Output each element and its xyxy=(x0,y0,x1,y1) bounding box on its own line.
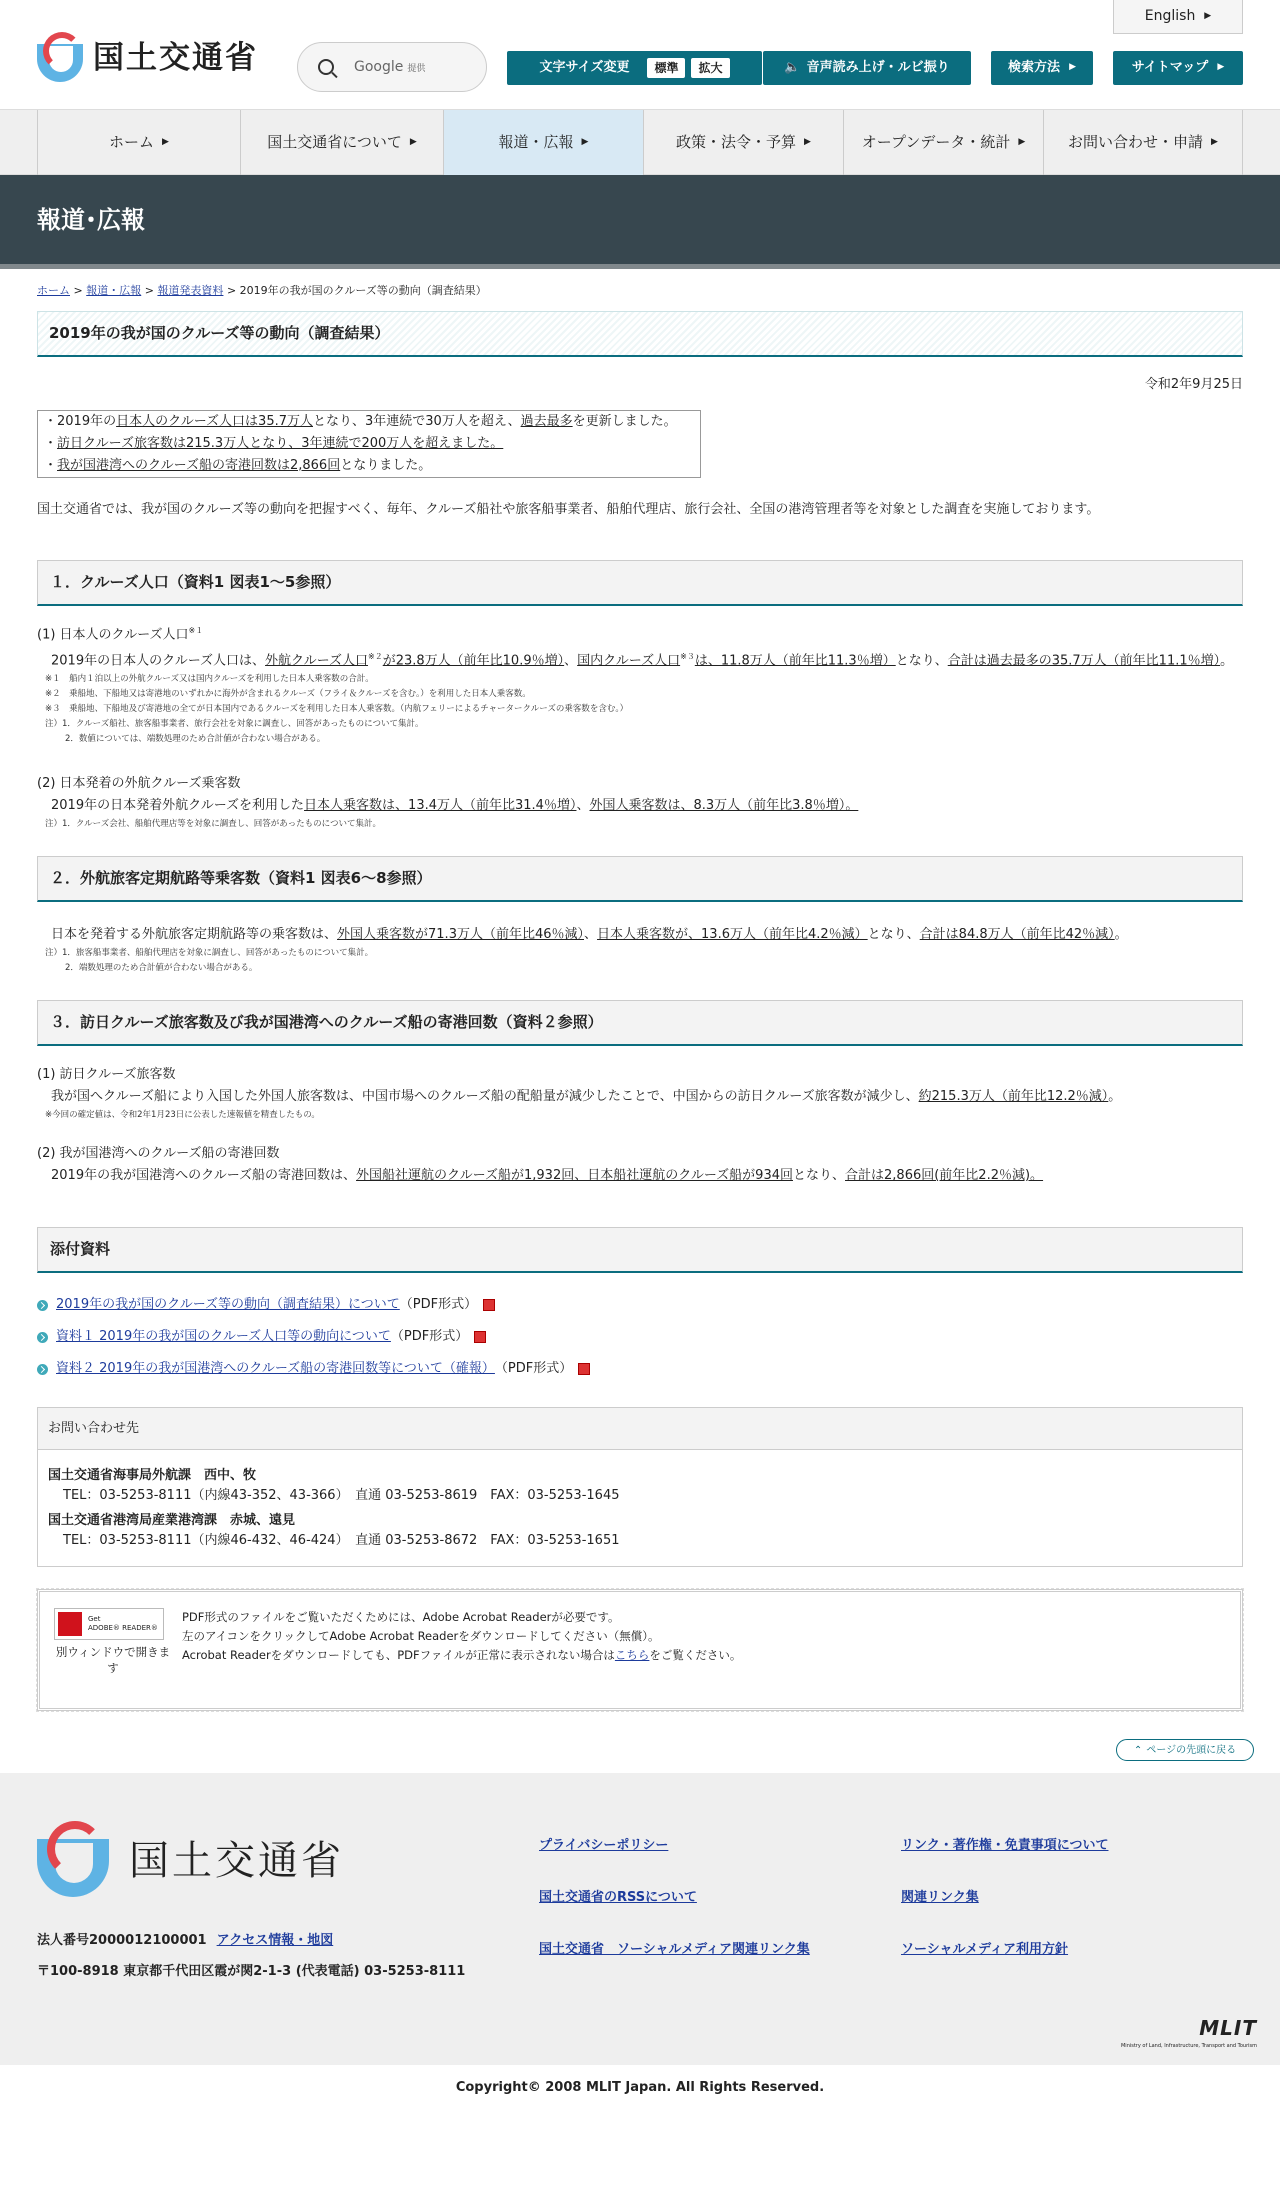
breadcrumb-releases[interactable]: 報道発表資料 xyxy=(157,284,224,297)
section-1-heading: １．クルーズ人口（資料1 図表1～5参照） xyxy=(37,560,1243,606)
contact-org: 国土交通省港湾局産業港湾課 赤城、遠見 xyxy=(48,1513,296,1529)
footnotes: 注）1．旅客船事業者、船舶代理店を対象に調査し、回答があったものについて集計。 2．端数処理のため合計値が合わない場合がある。 xyxy=(45,948,374,974)
attachment-link[interactable]: 2019年の我が国のクルーズ等の動向（調査結果）について xyxy=(56,1297,400,1313)
contact-org: 国土交通省海事局外航課 西中、牧 xyxy=(48,1468,257,1484)
footnotes: 注）1．クルーズ会社、船舶代理店等を対象に調査し、回答があったものについて集計。 xyxy=(45,819,381,830)
section-3-1: (1) 訪日クルーズ旅客数 我が国へクルーズ船により入国した外国人旅客数は、中国市場へのクルーズ船の配船量が減少したことで、中国からの訪日クルーズ旅客数が減少し、約215.3万人（前年比12.2％減）。 ※今回の確定値は、令和2年1月23日に公表した速報値を精査したもの。 xyxy=(37,1064,1243,1123)
get-adobe-reader-button[interactable]: Get ADOBE® READER® xyxy=(54,1608,164,1640)
triangle-right-icon: ▶ xyxy=(1211,136,1218,147)
footer-link-copyright[interactable]: リンク・著作権・免責事項について xyxy=(901,1838,1109,1854)
english-button[interactable]: English ▶ xyxy=(1113,0,1243,34)
summary-box: ・2019年の日本人のクルーズ人口は35.7万人となり、3年連続で30万人を超え、過去最多を更新しました。 ・訪日クルーズ旅客数は215.3万人となり、3年連続で200万人を超えました。 ・我が国港湾へのクルーズ船の寄港回数は2,866回となりました。 xyxy=(37,410,701,478)
attachment-item: 資料１ 2019年の我が国のクルーズ人口等の動向について （PDF形式） xyxy=(37,1321,1243,1353)
nav-opendata[interactable]: オープンデータ・統計 ▶ xyxy=(843,110,1043,175)
font-size-switcher xyxy=(507,51,762,85)
google-label: Google xyxy=(354,58,404,75)
nav-about[interactable]: 国土交通省について ▶ xyxy=(240,110,443,175)
search-icon[interactable] xyxy=(318,59,334,75)
attachment-link[interactable]: 資料１ 2019年の我が国のクルーズ人口等の動向について xyxy=(56,1329,391,1345)
footer-link-related[interactable]: 関連リンク集 xyxy=(901,1890,979,1906)
address: 〒100-8918 東京都千代田区霞が関2-1-3 (代表電話) 03-5253-8111 xyxy=(37,1964,466,1980)
search-input[interactable] xyxy=(297,42,487,92)
section-title: 報道･広報 xyxy=(37,205,145,234)
breadcrumb: ホーム > 報道・広報 > 報道発表資料 > 2019年の我が国のクルーズ等の動向（調査結果） xyxy=(37,284,487,297)
footer-link-social-policy[interactable]: ソーシャルメディア利用方針 xyxy=(901,1942,1069,1958)
nav-contact[interactable]: お問い合わせ・申請 ▶ xyxy=(1043,110,1243,175)
sitemap-button[interactable]: サイトマップ ▶ xyxy=(1113,51,1243,85)
contact-box xyxy=(37,1407,1243,1567)
nav-press[interactable]: 報道・広報 ▶ xyxy=(443,110,643,175)
intro-text: 国土交通省では、我が国のクルーズ等の動向を把握すべく、毎年、クルーズ船社や旅客船事業者、船舶代理店、旅行会社、全国の港湾管理者等を対象とした調査を実施しております。 xyxy=(37,502,1100,517)
section-2-heading: ２．外航旅客定期航路等乗客数（資料1 図表6～8参照） xyxy=(37,856,1243,902)
breadcrumb-home[interactable]: ホーム xyxy=(37,284,70,297)
section-2-body: 日本を発着する外航旅客定期航路等の乗客数は、外国人乗客数が71.3万人（前年比46％減）、日本人乗客数が、13.6万人（前年比4.2％減）となり、合計は84.8万人（前年比42％減）。 注）1．旅客船事業者、船舶代理店を対象に調査し、回答があったものについて集計。 2．端数処理のため合計値が合わない場合がある。 xyxy=(37,924,1243,976)
section-3-2: (2) 我が国港湾へのクルーズ船の寄港回数 2019年の我が国港湾へのクルーズ船の寄港回数は、外国船社運航のクルーズ船が1,932回、日本船社運航のクルーズ船が934回となり、合計は2,866回(前年比2.2％減)。 xyxy=(37,1146,1044,1184)
footer-link-social[interactable]: 国土交通省 ソーシャルメディア関連リンク集 xyxy=(539,1942,810,1958)
adobe-icon xyxy=(58,1612,82,1636)
font-size-label: 文字サイズ変更 xyxy=(539,60,630,76)
search-method-button[interactable]: 検索方法 ▶ xyxy=(991,51,1093,85)
triangle-right-icon: ▶ xyxy=(409,136,417,147)
triangle-right-icon: ▶ xyxy=(581,136,589,147)
pdf-icon xyxy=(483,1299,495,1311)
font-standard-button[interactable]: 標準 xyxy=(647,58,685,78)
triangle-right-icon: ▶ xyxy=(1069,62,1076,73)
corporate-number: 法人番号2000012100001 xyxy=(37,1933,207,1949)
attachment-item: 資料２ 2019年の我が国港湾へのクルーズ船の寄港回数等について（確報） （PDF形式） xyxy=(37,1353,1243,1385)
footnotes: ※今回の確定値は、令和2年1月23日に公表した速報値を精査したもの。 xyxy=(45,1110,320,1121)
page-title: 2019年の我が国のクルーズ等の動向（調査結果） xyxy=(37,311,1243,357)
google-provided: 提供 xyxy=(407,63,426,74)
section-3-heading: ３．訪日クルーズ旅客数及び我が国港湾へのクルーズ船の寄港回数（資料２参照） xyxy=(37,1000,1243,1046)
section-1-2: (2) 日本発着の外航クルーズ乗客数 2019年の日本発着外航クルーズを利用した日本人乗客数は、13.4万人（前年比31.4％増）、外国人乗客数は、8.3万人（前年比3.8％増）。 注）1．クルーズ会社、船舶代理店等を対象に調査し、回答があったものについて集計。 xyxy=(37,773,1243,832)
speaker-icon: 🔈 xyxy=(784,60,801,76)
copyright: Copyright© 2008 MLIT Japan. All Rights Reserved. xyxy=(0,2065,1280,2110)
mlit-logo-icon xyxy=(37,1821,111,1901)
new-window-note: 別ウィンドウで開きます xyxy=(55,1645,171,1676)
voice-readout-button[interactable]: 🔈 音声読み上げ・ルビ振り xyxy=(763,51,971,85)
footer-logo[interactable]: 国土交通省 xyxy=(37,1821,344,1901)
site-name: 国土交通省 xyxy=(93,39,258,76)
triangle-right-icon: ▶ xyxy=(1204,10,1212,21)
site-footer xyxy=(0,1773,1280,2065)
back-to-top-button[interactable]: ⌃ ページの先頭に戻る xyxy=(1116,1739,1254,1761)
nav-home[interactable]: ホーム ▶ xyxy=(37,110,240,175)
contact-heading: お問い合わせ先 xyxy=(38,1408,1242,1450)
attachment-link[interactable]: 資料２ 2019年の我が国港湾へのクルーズ船の寄港回数等について（確報） xyxy=(56,1361,495,1377)
publish-date: 令和2年9月25日 xyxy=(1144,376,1243,392)
global-nav xyxy=(0,110,1280,175)
nav-policy[interactable]: 政策・法令・予算 ▶ xyxy=(643,110,843,175)
arrow-circle-icon xyxy=(37,1364,48,1375)
section-banner xyxy=(0,175,1280,269)
adobe-reader-box: Get ADOBE® READER® 別ウィンドウで開きます PDF形式のファイルをご覧いただくためには、Adobe Acrobat Readerが必要です。 左のアイコンをクリックしてAdobe Acrobat Readerをダウンロードしてください（無償）。 Acrobat Readerをダウンロードしても、PDFファイルが正常に表示されない場合はこちらをご覧ください。 xyxy=(37,1589,1243,1711)
site-logo[interactable] xyxy=(37,32,258,84)
arrow-circle-icon xyxy=(37,1332,48,1343)
footer-link-privacy[interactable]: プライバシーポリシー xyxy=(539,1838,669,1854)
arrow-circle-icon xyxy=(37,1300,48,1311)
pdf-icon xyxy=(474,1331,486,1343)
attachment-item: 2019年の我が国のクルーズ等の動向（調査結果）について （PDF形式） xyxy=(37,1289,1243,1321)
section-1-1: (1) 日本人のクルーズ人口$^{※1}$ 2019年の日本人のクルーズ人口は、外航クルーズ人口$^{※2}$が23.8万人（前年比10.9％増）、国内クルーズ人口$^{※3}$は、11.8万人（前年比11.3％増）となり、合計は過去最多の35.7万人（前年比11.1％増）。 ※１ 船内１泊以上の外航クルーズ又は国内クルーズを利用した日本人乗客数の合計。 ※２ 乗船地、下船地又は寄港地のいずれかに海外が含まれるクルーズ（フライ＆クルーズを含む。）を利用した日本人乗客数。 ※３ 乗船地、下船地及び寄港地の全てが日本国内であるクルーズを利用した日本人乗客数。（内航フェリーによるチャータークルーズの乗客数を含む。） 注）1．クルーズ船社、旅客船事業者、旅行会社を対象に調査し、回答があったものについて集計。 2．数値については、端数処理のため合計値が合わない場合がある。 xyxy=(37,620,1243,748)
attachment-list xyxy=(37,1289,1243,1385)
contact-tel: TEL：03-5253-8111（内線46-432、46-424） 直通 03-5253-8672 FAX：03-5253-1651 xyxy=(63,1532,620,1548)
breadcrumb-press[interactable]: 報道・広報 xyxy=(86,284,142,297)
arrow-up-icon: ⌃ xyxy=(1133,1744,1143,1756)
mlit-wordmark: MLIT Ministry of Land, Infrastructure, Transport and Tourism xyxy=(1120,2016,1257,2050)
triangle-right-icon: ▶ xyxy=(1217,62,1225,73)
triangle-right-icon: ▶ xyxy=(804,136,811,147)
footer-link-rss[interactable]: 国土交通省のRSSについて xyxy=(539,1890,697,1906)
footnotes: ※１ 船内１泊以上の外航クルーズ又は国内クルーズを利用した日本人乗客数の合計。 ※２ 乗船地、下船地又は寄港地のいずれかに海外が含まれるクルーズ（フライ＆クルーズを含む。）を利用した日本人乗客数。 ※３ 乗船地、下船地及び寄港地の全てが日本国内であるクルーズを利用した日本人乗客数。（内航フェリーによるチャータークルーズの乗客数を含む。） 注）1．クルーズ船社、旅客船事業者、旅行会社を対象に調査し、回答があったものについて集計。 2．数値については、端数処理のため合計値が合わない場合がある。 xyxy=(45,674,629,745)
attachments-heading: 添付資料 xyxy=(37,1227,1243,1273)
mlit-logo-icon xyxy=(37,32,85,84)
triangle-right-icon: ▶ xyxy=(162,136,169,147)
font-large-button[interactable]: 拡大 xyxy=(691,58,729,78)
triangle-right-icon: ▶ xyxy=(1018,136,1026,147)
adobe-help-link[interactable]: こちら xyxy=(614,1648,650,1663)
pdf-icon xyxy=(578,1363,590,1375)
contact-tel: TEL：03-5253-8111（内線43-352、43-366） 直通 03-5253-8619 FAX：03-5253-1645 xyxy=(63,1487,620,1503)
access-map-link[interactable]: アクセス情報・地図 xyxy=(216,1933,334,1949)
breadcrumb-current: 2019年の我が国のクルーズ等の動向（調査結果） xyxy=(239,284,487,297)
site-header xyxy=(0,0,1280,110)
